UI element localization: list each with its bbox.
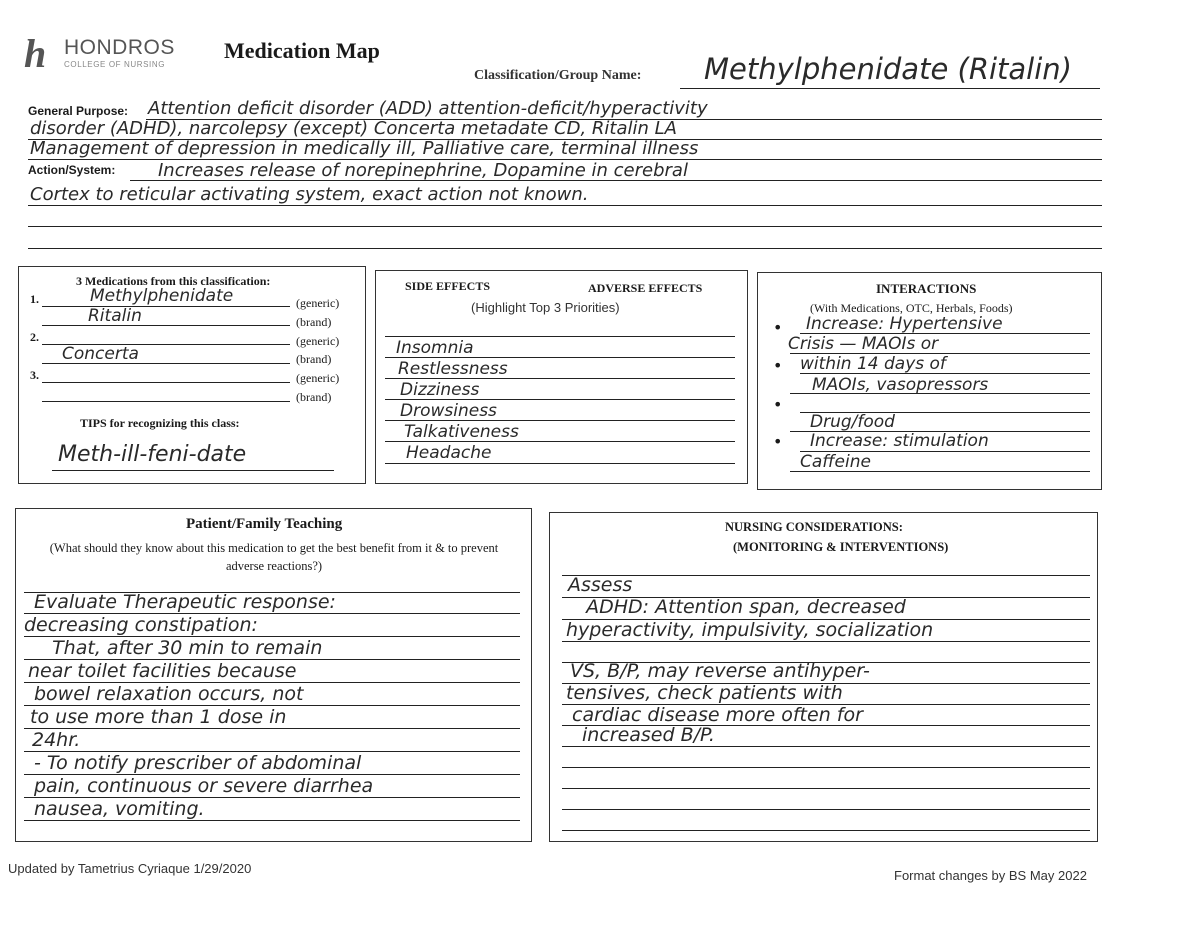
action-system-line-2: Cortex to reticular activating system, exact action not known. [30,184,589,205]
classification-rule [680,88,1100,89]
teaching-line: That, after 30 min to remain [40,637,323,659]
interaction-line: MAOIs, vasopressors [812,375,989,395]
nursing-line: increased B/P. [582,724,715,746]
interactions-subtitle: (With Medications, OTC, Herbals, Foods) [810,301,1013,315]
tips-label: TIPS for recognizing this class: [80,416,240,430]
teaching-subtitle: (What should they know about this medication to get the best benefit from it & to prevent adverse reactions?) [49,541,499,573]
med-2-generic-label: (generic) [296,334,340,348]
med-3-brand-label: (brand) [296,390,332,404]
nursing-line: hyperactivity, impulsivity, socialization [566,619,934,641]
teaching-line: pain, continuous or severe diarrhea [34,775,374,797]
logo-name: HONDROS [64,36,175,59]
nursing-line: cardiac disease more often for [572,704,863,726]
general-purpose-line-3: Management of depression in medically ill, Palliative care, terminal illness [30,138,699,159]
nursing-line: Assess [568,574,633,596]
interaction-bullet-icon: • [773,356,783,375]
teaching-line: bowel relaxation occurs, not [34,683,304,705]
classification-label: Classification/Group Name: [474,68,642,83]
classification-value: Methylphenidate (Ritalin) [704,52,1072,86]
med-num-2: 2. [30,330,39,344]
med-1-brand: Ritalin [88,306,142,326]
med-1-brand-label: (brand) [296,315,332,329]
page-title: Medication Map [224,38,380,63]
nursing-line: tensives, check patients with [566,682,843,704]
nursing-subtitle: (MONITORING & INTERVENTIONS) [733,540,949,554]
interaction-line: Drug/food [810,412,895,432]
interaction-line: Increase: stimulation [810,431,989,451]
general-purpose-label: General Purpose: [28,104,129,118]
interaction-bullet-icon: • [773,432,783,451]
med-1-generic: Methylphenidate [90,286,234,306]
medications-heading: 3 Medications from this classification: [76,274,271,288]
footer-format: Format changes by BS May 2022 [894,868,1087,883]
interaction-line: Crisis — MAOIs or [788,334,939,354]
nursing-title: NURSING CONSIDERATIONS: [725,520,903,534]
adverse-effects-label: ADVERSE EFFECTS [588,281,703,295]
side-effect-item: Dizziness [400,380,480,400]
teaching-line: nausea, vomiting. [34,798,205,820]
interaction-line: Caffeine [800,452,871,472]
teaching-line: 24hr. [32,729,81,751]
side-effects-subtitle: (Highlight Top 3 Priorities) [471,300,620,315]
nursing-line: VS, B/P, may reverse antihyper- [570,660,870,682]
logo [24,31,204,76]
logo-subtitle: COLLEGE OF NURSING [64,60,166,69]
side-effect-item: Drowsiness [400,401,497,421]
tips-value: Meth-ill-feni-date [58,442,247,467]
action-system-label: Action/System: [28,163,116,177]
side-effect-item: Headache [406,443,492,463]
interaction-bullet-icon: • [773,395,783,414]
side-effect-item: Talkativeness [404,422,519,442]
side-effect-item: Restlessness [398,359,508,379]
interaction-bullet-icon: • [773,318,783,337]
teaching-line: to use more than 1 dose in [30,706,287,728]
side-effect-item: Insomnia [396,338,474,358]
side-effects-label: SIDE EFFECTS [405,279,491,293]
action-system-line-1: Increases release of norepinephrine, Dopamine in cerebral [158,160,688,181]
med-3-generic-label: (generic) [296,371,340,385]
nursing-line: ADHD: Attention span, decreased [574,596,906,618]
med-2-brand: Concerta [62,344,139,364]
interaction-line: within 14 days of [800,354,946,374]
general-purpose-line-2: disorder (ADHD), narcolepsy (except) Concerta metadate CD, Ritalin LA [30,118,677,139]
interaction-line: Increase: Hypertensive [806,314,1003,334]
teaching-line: decreasing constipation: [24,614,258,636]
interactions-title: INTERACTIONS [876,281,977,296]
med-2-brand-label: (brand) [296,352,332,366]
med-1-generic-label: (generic) [296,296,340,310]
footer-updated: Updated by Tametrius Cyriaque 1/29/2020 [8,861,252,876]
teaching-title: Patient/Family Teaching [186,516,343,532]
med-num-1: 1. [30,292,39,306]
logo-mark: h [24,31,47,76]
med-num-3: 3. [30,368,39,382]
teaching-line: near toilet facilities because [28,660,297,682]
general-purpose-line-1: Attention deficit disorder (ADD) attention-deficit/hyperactivity [148,98,708,119]
teaching-line: Evaluate Therapeutic response: [34,591,336,613]
teaching-line: - To notify prescriber of abdominal [34,752,362,774]
